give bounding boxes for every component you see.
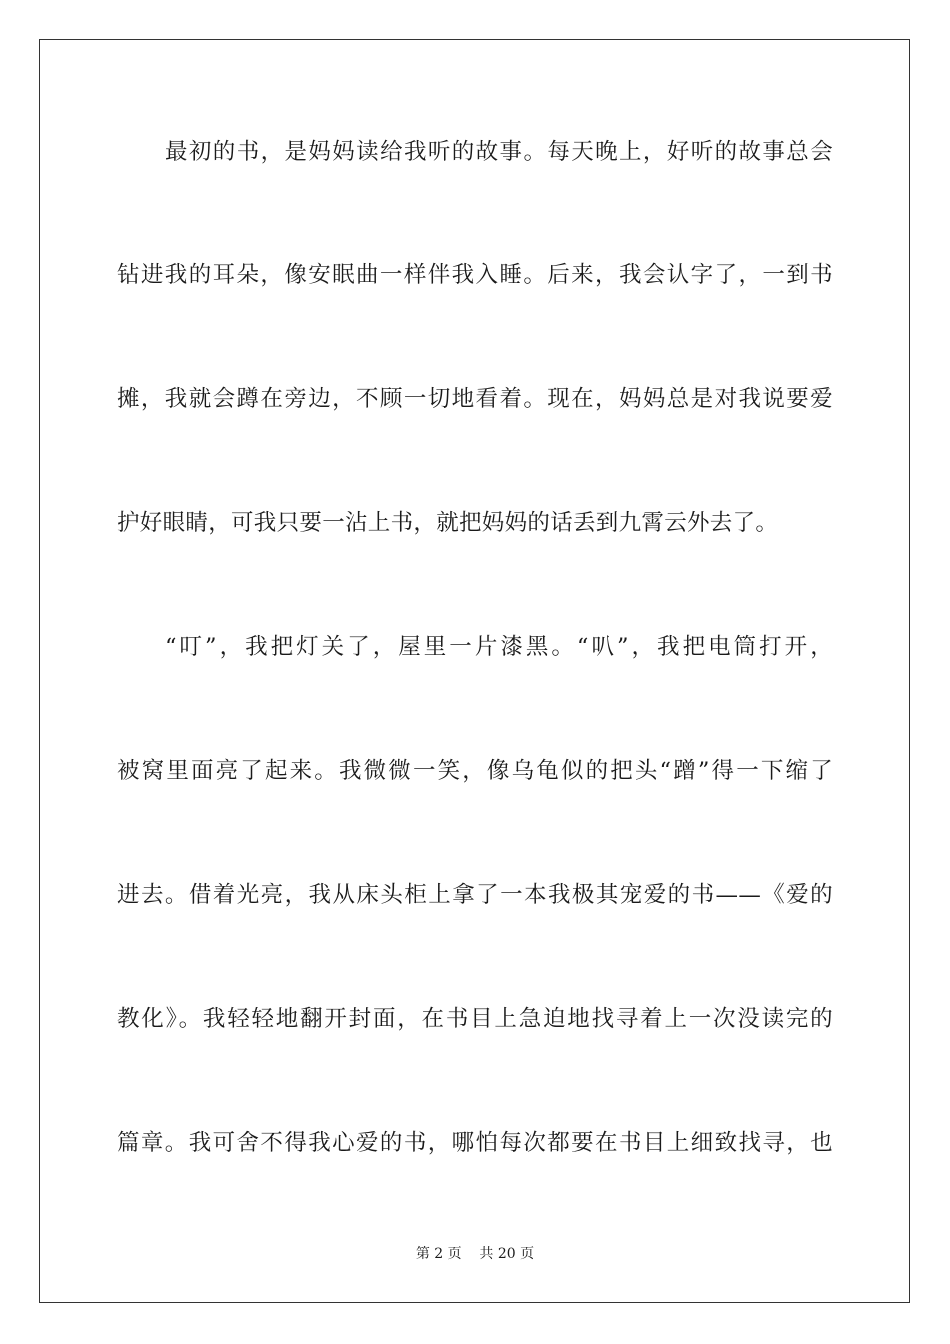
- text-line-2: 钻进我的耳朵，像安眠曲一样伴我入睡。后来，我会认字了，一到书: [117, 262, 833, 288]
- text-line-4: 护好眼睛，可我只要一沾上书，就把妈妈的话丢到九霄云外去了。: [117, 510, 779, 536]
- text-line-7: 进去。借着光亮，我从床头柜上拿了一本我极其宠爱的书——《爱的: [117, 882, 833, 908]
- text-line-8: 教化》。我轻轻地翻开封面，在书目上急迫地找寻着上一次没读完的: [117, 1006, 833, 1032]
- text-line-1: 最初的书，是妈妈读给我听的故事。每天晚上，好听的故事总会: [165, 139, 833, 165]
- page-border: [39, 39, 910, 1303]
- text-line-3: 摊，我就会蹲在旁边，不顾一切地看着。现在，妈妈总是对我说要爱: [117, 386, 833, 412]
- text-line-6: 被窝里面亮了起来。我微微一笑，像乌龟似的把头“蹭”得一下缩了: [117, 758, 833, 784]
- text-line-5: “叮”，我把灯关了，屋里一片漆黑。“叭”，我把电筒打开，: [165, 634, 833, 660]
- page-number-footer: 第 2 页 共 20 页: [415, 1246, 535, 1262]
- text-line-9: 篇章。我可舍不得我心爱的书，哪怕每次都要在书目上细致找寻，也: [117, 1130, 833, 1156]
